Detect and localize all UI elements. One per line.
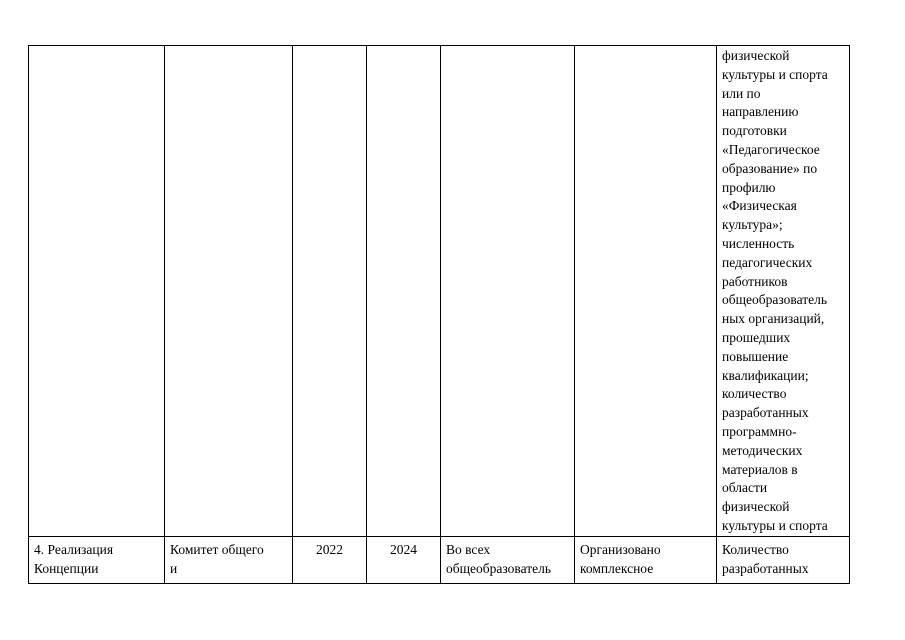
result-text: Организовано комплексное (580, 541, 661, 576)
result-cell (575, 536, 717, 583)
activity-text: 4. Реализация Концепции (34, 541, 114, 576)
indicator-text: физической культуры и спорта или по направлению подготовки «Педагогическое образование» по профилю «Физическая культура»; численность педагогических работников общеобразователь ных организаций, прошедших повышение квалификации; количество разработанных программно- методических материалов в области физической культуры и спорта (722, 48, 828, 533)
indicator-cell (717, 46, 850, 537)
location-text: Во всех общеобразователь (446, 541, 551, 576)
plan-table (28, 45, 850, 584)
executor-cell (165, 536, 293, 583)
location-cell (441, 536, 575, 583)
executor-cell-empty (165, 46, 293, 537)
activity-cell-empty (29, 46, 165, 537)
end-year-cell-empty (367, 46, 441, 537)
start-year-cell (293, 536, 367, 583)
end-year-cell (367, 536, 441, 583)
table-row-task-4 (29, 536, 850, 583)
location-cell-empty (441, 46, 575, 537)
result-cell-empty (575, 46, 717, 537)
indicator-start-text: Количество разработанных (722, 541, 809, 576)
table-row-continuation (29, 46, 850, 537)
activity-cell (29, 536, 165, 583)
start-year-text: 2022 (316, 541, 343, 557)
end-year-text: 2024 (390, 541, 417, 557)
indicator-cell (717, 536, 850, 583)
start-year-cell-empty (293, 46, 367, 537)
executor-text: Комитет общего и (170, 541, 264, 576)
